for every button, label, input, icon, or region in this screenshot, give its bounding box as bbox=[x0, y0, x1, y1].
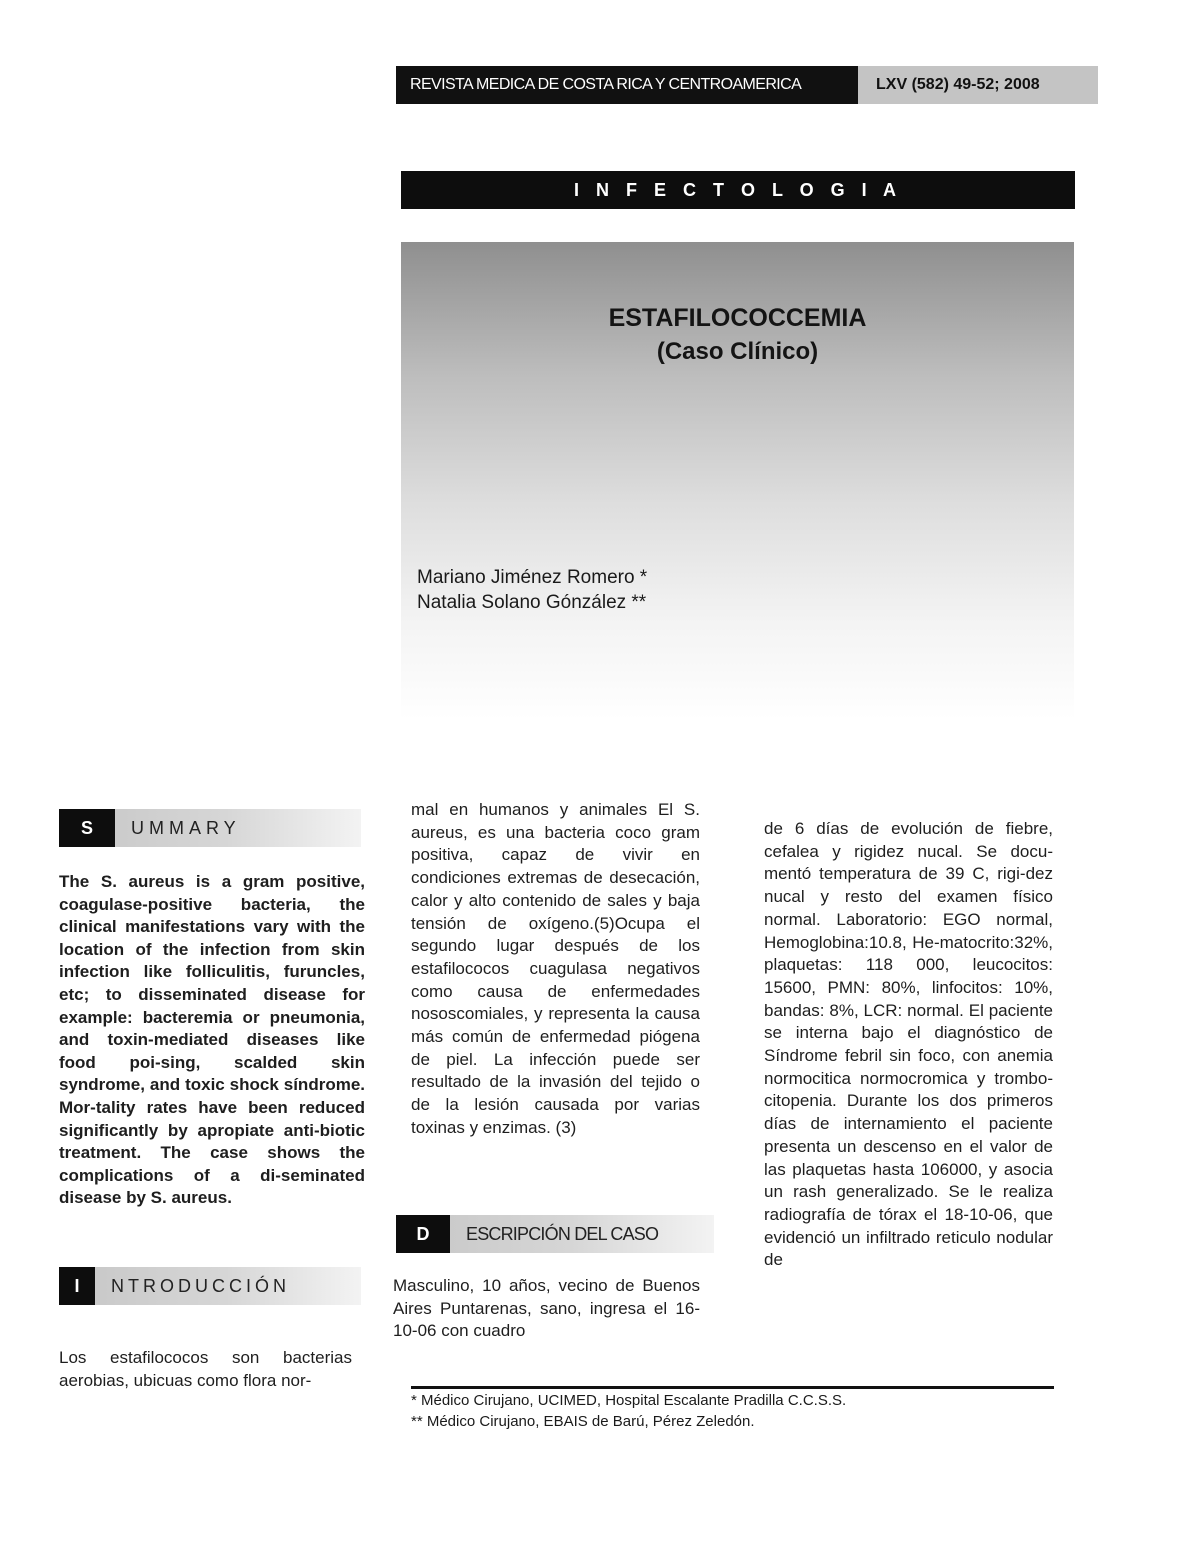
introduction-heading-initial: I bbox=[59, 1267, 95, 1305]
introduction-text-continued: mal en humanos y animales El S. aureus, es una bacteria coco gram positiva, capaz de vivir en condiciones extremas de desecación, calor y alto contenido de sales y baja tensión de oxígeno.(5)Ocupa el segundo lugar después de los estafilococos cuagulasa negativos como causa de enfermedades nososcomiales, y representa la causa más común de enfermedad piógena de piel. La infección puede ser resultado de la invasión del tejido o de la lesión causada por varias toxinas y enzimas. (3) bbox=[411, 800, 700, 1137]
footnote: * Médico Cirujano, UCIMED, Hospital Escalante Pradilla C.C.S.S. bbox=[411, 1392, 847, 1409]
case-description-heading-text: ESCRIPCIÓN DEL CASO bbox=[466, 1223, 659, 1244]
case-description-heading bbox=[396, 1215, 714, 1253]
volume-issue: LXV (582) 49-52; 2008 bbox=[858, 66, 1098, 104]
author: Natalia Solano Gónzález ** bbox=[417, 592, 647, 613]
summary-heading bbox=[59, 809, 361, 847]
article-subtitle: (Caso Clínico) bbox=[656, 338, 819, 365]
summary-text: The S. aureus is a gram positive, coagulase-positive bacteria, the clinical manifestations vary with the location of the infection from skin infection like folliculitis, furuncles, etc; to disseminated disease for example: bacteremia or pneumonia, and toxin-mediated diseases like food poi-sing, scalded skin syndrome, and toxic shock síndrome. Mor-tality rates have been reduced significantly by apropiate anti-biotic treatment. The case shows the complications of a di-seminated disease by S. aureus. bbox=[59, 872, 365, 1208]
introduction-heading-text: NTRODUCCIÓN bbox=[111, 1275, 290, 1296]
case-description-text: Masculino, 10 años, vecino de Buenos Aires Puntarenas, sano, ingresa el 16-10-06 con cuadro bbox=[393, 1276, 700, 1341]
introduction-text: Los estafilococos son bacterias aerobias, ubicuas como flora nor- bbox=[59, 1348, 352, 1390]
journal-name: REVISTA MEDICA DE COSTA RICA Y CENTROAMERICA bbox=[396, 66, 858, 104]
article-title: ESTAFILOCOCCEMIA bbox=[608, 304, 867, 332]
footnote: ** Médico Cirujano, EBAIS de Barú, Pérez Zeledón. bbox=[411, 1413, 755, 1430]
case-description-text-continued: de 6 días de evolución de fiebre, cefalea y rigidez nucal. Se docu-mentó temperatura de 39 C, rigi-dez nucal y resto del examen físico normal. Laboratorio: EGO normal, Hemoglobina:10.8, He-matocrito:32%, plaquetas: 118 000, leucocitos: 15600, PMN: 80%, linfocitos: 10%, bandas: 8%, LCR: normal. El paciente se interna bajo el diagnóstico de Síndrome febril sin foco, con anemia normocitica normocromica y trombo-citopenia. Durante los dos primeros días de internamiento el paciente presenta un descenso en el valor de las plaquetas hasta 106000, y asocia un rash generalizado. Se le realiza radiografía de tórax el 18-10-06, que evidenció un infiltrado reticulo nodular de bbox=[764, 819, 1053, 1270]
section-band: I N F E C T O L O G I A bbox=[401, 171, 1075, 209]
footnote-divider bbox=[411, 1386, 1054, 1389]
summary-heading-text: UMMARY bbox=[131, 817, 241, 838]
summary-heading-initial: S bbox=[59, 809, 115, 847]
case-description-heading-initial: D bbox=[396, 1215, 450, 1253]
introduction-heading bbox=[59, 1267, 361, 1305]
author: Mariano Jiménez Romero * bbox=[417, 567, 648, 588]
title-panel bbox=[401, 242, 1074, 720]
